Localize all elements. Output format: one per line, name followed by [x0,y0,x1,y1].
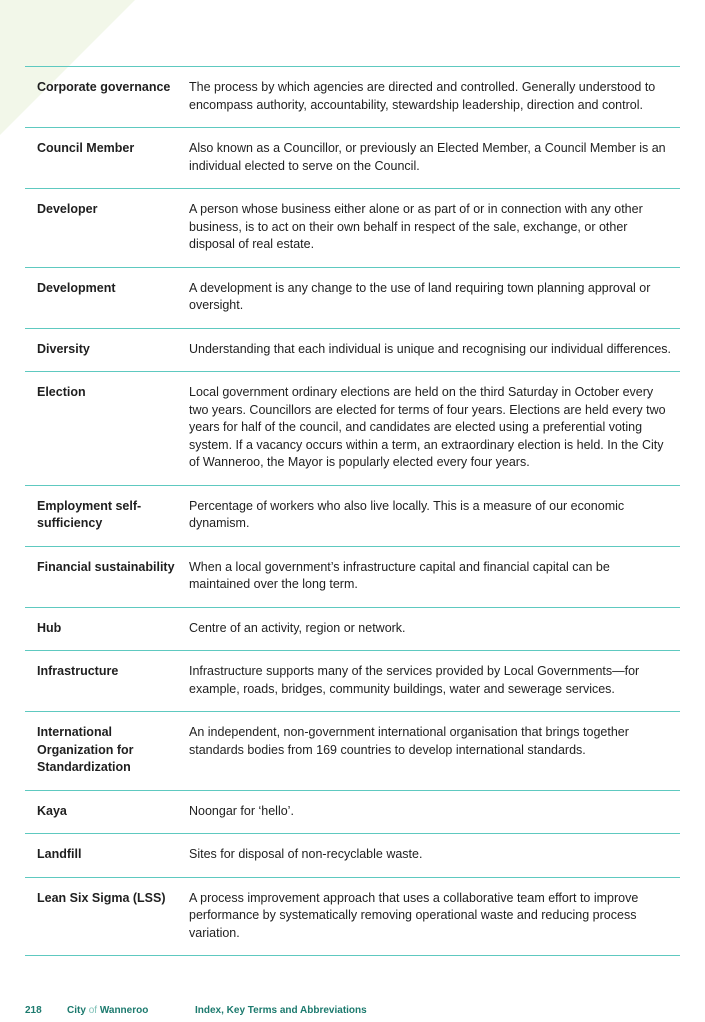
page-footer [25,1005,367,1016]
glossary-row [25,486,680,547]
glossary-term: Kaya [37,803,67,818]
glossary-row [25,268,680,329]
glossary-definition: Also known as a Councillor, or previously an Elected Member, a Council Member is an individual elected to serve on the Council. [189,141,666,173]
glossary-term: Hub [37,620,62,635]
brand-of: of [88,1005,98,1016]
glossary-row [25,189,680,268]
glossary-definition: A process improvement approach that uses a collaborative team effort to improve performance by systematically removing operational waste and reducing process variation. [189,890,639,940]
glossary-row [25,128,680,189]
glossary-definition: Centre of an activity, region or network. [189,620,406,635]
glossary-definition: Percentage of workers who also live locally. This is a measure of our economic dynamism. [189,498,625,530]
glossary-term: Corporate governance [37,80,171,94]
glossary-definition: When a local government’s infrastructure capital and financial capital can be maintained over the long term. [189,559,610,591]
glossary-definition: A person whose business either alone or as part of or in connection with any other business, is to act on their own behalf in respect of the sale, exchange, or other disposal of real estate. [189,202,643,251]
glossary-term: Development [37,280,116,295]
glossary-term: Landfill [37,847,82,861]
glossary-row [25,651,680,712]
glossary-term: Financial sustainability [37,559,175,574]
glossary-row [25,878,680,957]
glossary-row [25,791,680,835]
glossary-definition: Local government ordinary elections are held on the third Saturday in October every two years. Councillors are elected for terms of four years. Elections are held every two years for half of the council, and candidates are elected using a preferential voting system. If a vacancy occurs within a term, an extraordinary election is held. In the City of Wanneroo, the Mayor is popularly elected every four years. [189,385,666,469]
section-title: Index, Key Terms and Abbreviations [195,1005,367,1016]
glossary-row [25,329,680,373]
glossary-definition: Infrastructure supports many of the services provided by Local Governments—for example, roads, bridges, community buildings, water and sewerage services. [189,664,640,696]
glossary-definition: Noongar for ‘hello’. [189,803,294,818]
glossary-term: Lean Six Sigma (LSS) [37,890,166,905]
glossary-row [25,834,680,878]
glossary-term: International Organization for Standardization [37,725,134,774]
city-brand [67,1005,195,1016]
glossary-term: Diversity [37,341,90,356]
glossary-definition: An independent, non-government international organisation that brings together standards bodies from 169 countries to develop international standards. [189,725,629,757]
glossary-row [25,67,680,128]
glossary-row [25,608,680,652]
glossary-definition: A development is any change to the use of land requiring town planning approval or oversight. [189,280,651,312]
brand-city: City [67,1005,86,1016]
glossary-row [25,372,680,486]
brand-name: Wanneroo [99,1005,149,1016]
glossary-term: Election [37,385,86,399]
page-number: 218 [25,1005,42,1016]
glossary-definition: Sites for disposal of non-recyclable waste. [189,847,423,861]
glossary-term: Infrastructure [37,664,119,678]
glossary-term: Council Member [37,141,135,155]
glossary-term: Developer [37,202,98,216]
glossary-definition: Understanding that each individual is unique and recognising our individual differences. [189,341,672,356]
glossary-definition: The process by which agencies are directed and controlled. Generally understood to encompass authority, accountability, stewardship leadership, direction and control. [189,80,656,112]
glossary-row [25,712,680,791]
glossary-table [25,66,680,956]
glossary-row [25,547,680,608]
glossary-term: Employment self-sufficiency [37,498,142,530]
